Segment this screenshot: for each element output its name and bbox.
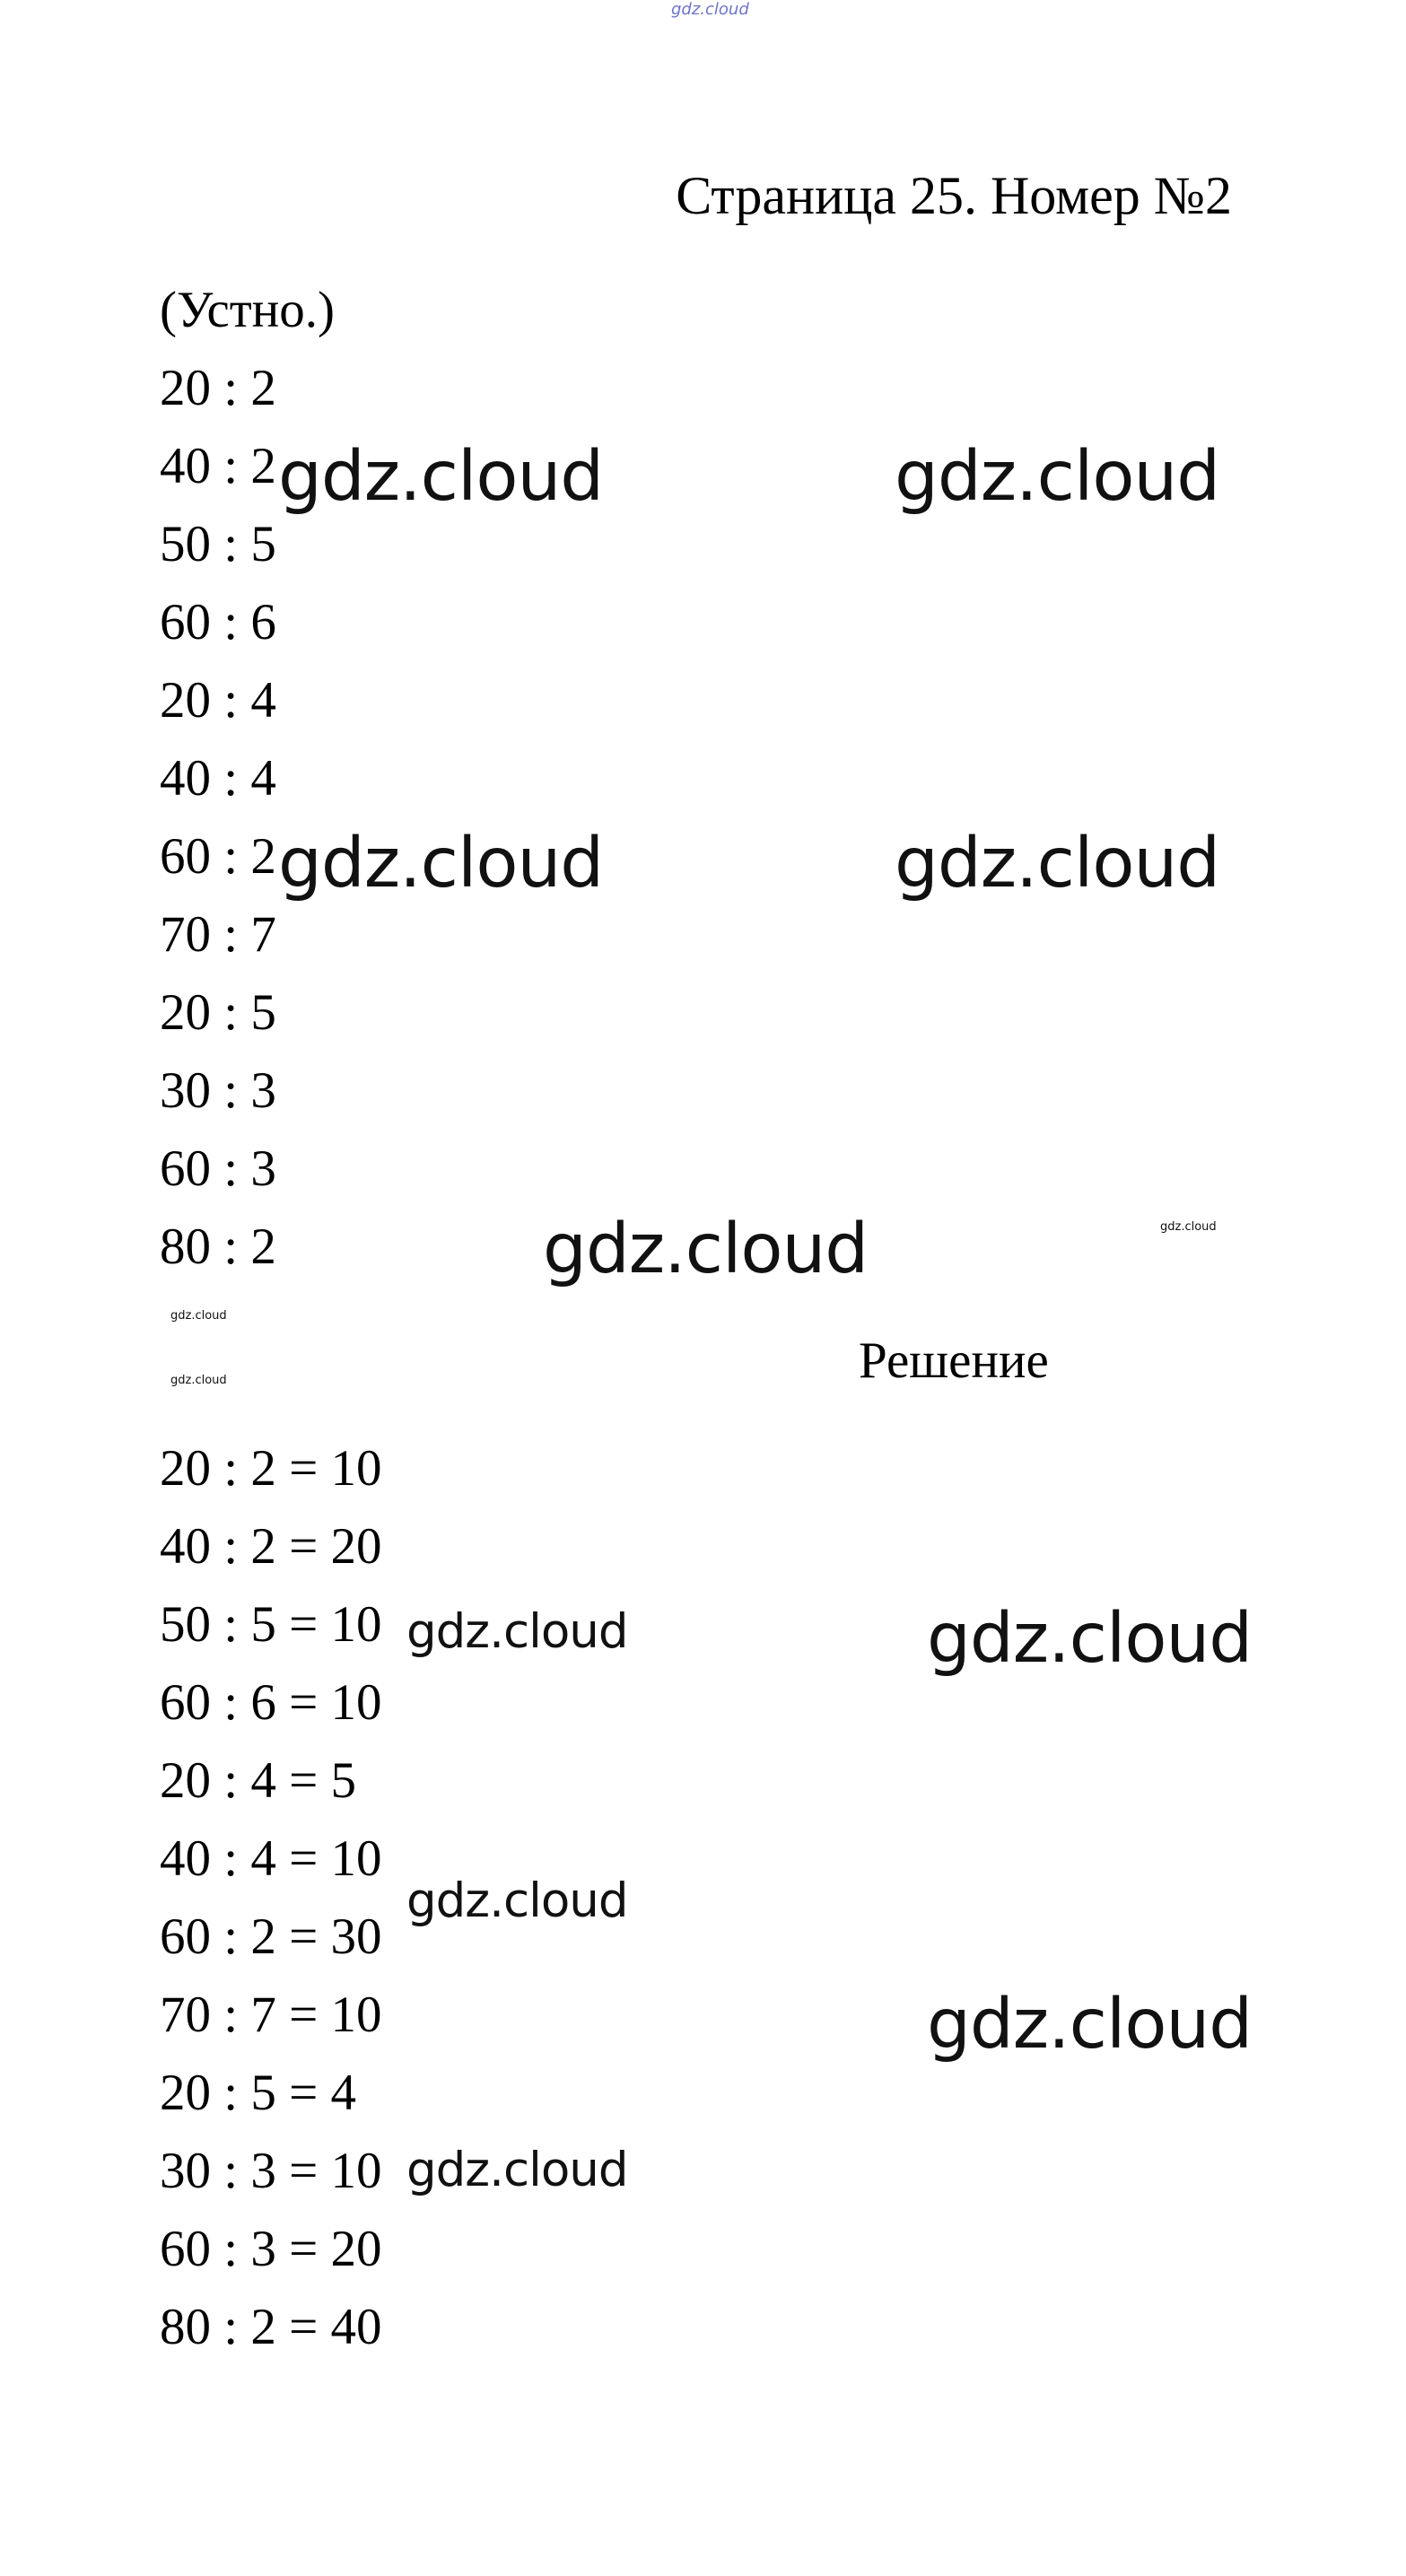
top-watermark: gdz.cloud (671, 0, 749, 19)
watermark: gdz.cloud (543, 1209, 869, 1289)
watermark: gdz.cloud (406, 1873, 628, 1928)
task-expression: 60 : 3 (160, 1140, 276, 1197)
task-expression: 20 : 5 (160, 984, 276, 1041)
watermark-small: gdz.cloud (170, 1309, 227, 1323)
task-expression: 30 : 3 (160, 1062, 276, 1119)
watermark-small: gdz.cloud (1160, 1220, 1217, 1234)
task-expression: 60 : 6 (160, 594, 276, 651)
solution-line: 50 : 5 = 10 (160, 1596, 382, 1653)
task-expression: 20 : 2 (160, 360, 276, 416)
task-expression: 60 : 2 (160, 828, 276, 885)
solution-line: 40 : 2 = 20 (160, 1518, 382, 1575)
watermark-small: gdz.cloud (170, 1374, 227, 1387)
task-expression: 40 : 4 (160, 750, 276, 807)
watermark: gdz.cloud (927, 1599, 1253, 1679)
page-title: Страница 25. Номер №2 (676, 166, 1232, 225)
task-expression: 50 : 5 (160, 516, 276, 572)
watermark: gdz.cloud (927, 1985, 1253, 2065)
solution-line: 70 : 7 = 10 (160, 1987, 382, 2043)
solution-line: 20 : 4 = 5 (160, 1752, 356, 1809)
solution-line: 60 : 2 = 30 (160, 1908, 382, 1965)
solution-line: 60 : 3 = 20 (160, 2221, 382, 2277)
solution-line: 40 : 4 = 10 (160, 1830, 382, 1887)
watermark: gdz.cloud (278, 437, 604, 517)
watermark: gdz.cloud (278, 824, 604, 904)
task-expression: 40 : 2 (160, 438, 276, 494)
watermark: gdz.cloud (406, 2143, 628, 2197)
task-note: (Устно.) (160, 282, 335, 338)
solution-heading: Решение (859, 1332, 1049, 1389)
task-expression: 70 : 7 (160, 906, 276, 963)
watermark: gdz.cloud (895, 824, 1220, 904)
solution-line: 60 : 6 = 10 (160, 1674, 382, 1731)
solution-line: 30 : 3 = 10 (160, 2143, 382, 2199)
solution-line: 20 : 5 = 4 (160, 2065, 356, 2121)
watermark: gdz.cloud (895, 437, 1220, 517)
task-expression: 20 : 4 (160, 672, 276, 729)
solution-line: 80 : 2 = 40 (160, 2299, 382, 2355)
solution-line: 20 : 2 = 10 (160, 1440, 382, 1497)
task-expression: 80 : 2 (160, 1218, 276, 1275)
watermark: gdz.cloud (406, 1604, 628, 1659)
